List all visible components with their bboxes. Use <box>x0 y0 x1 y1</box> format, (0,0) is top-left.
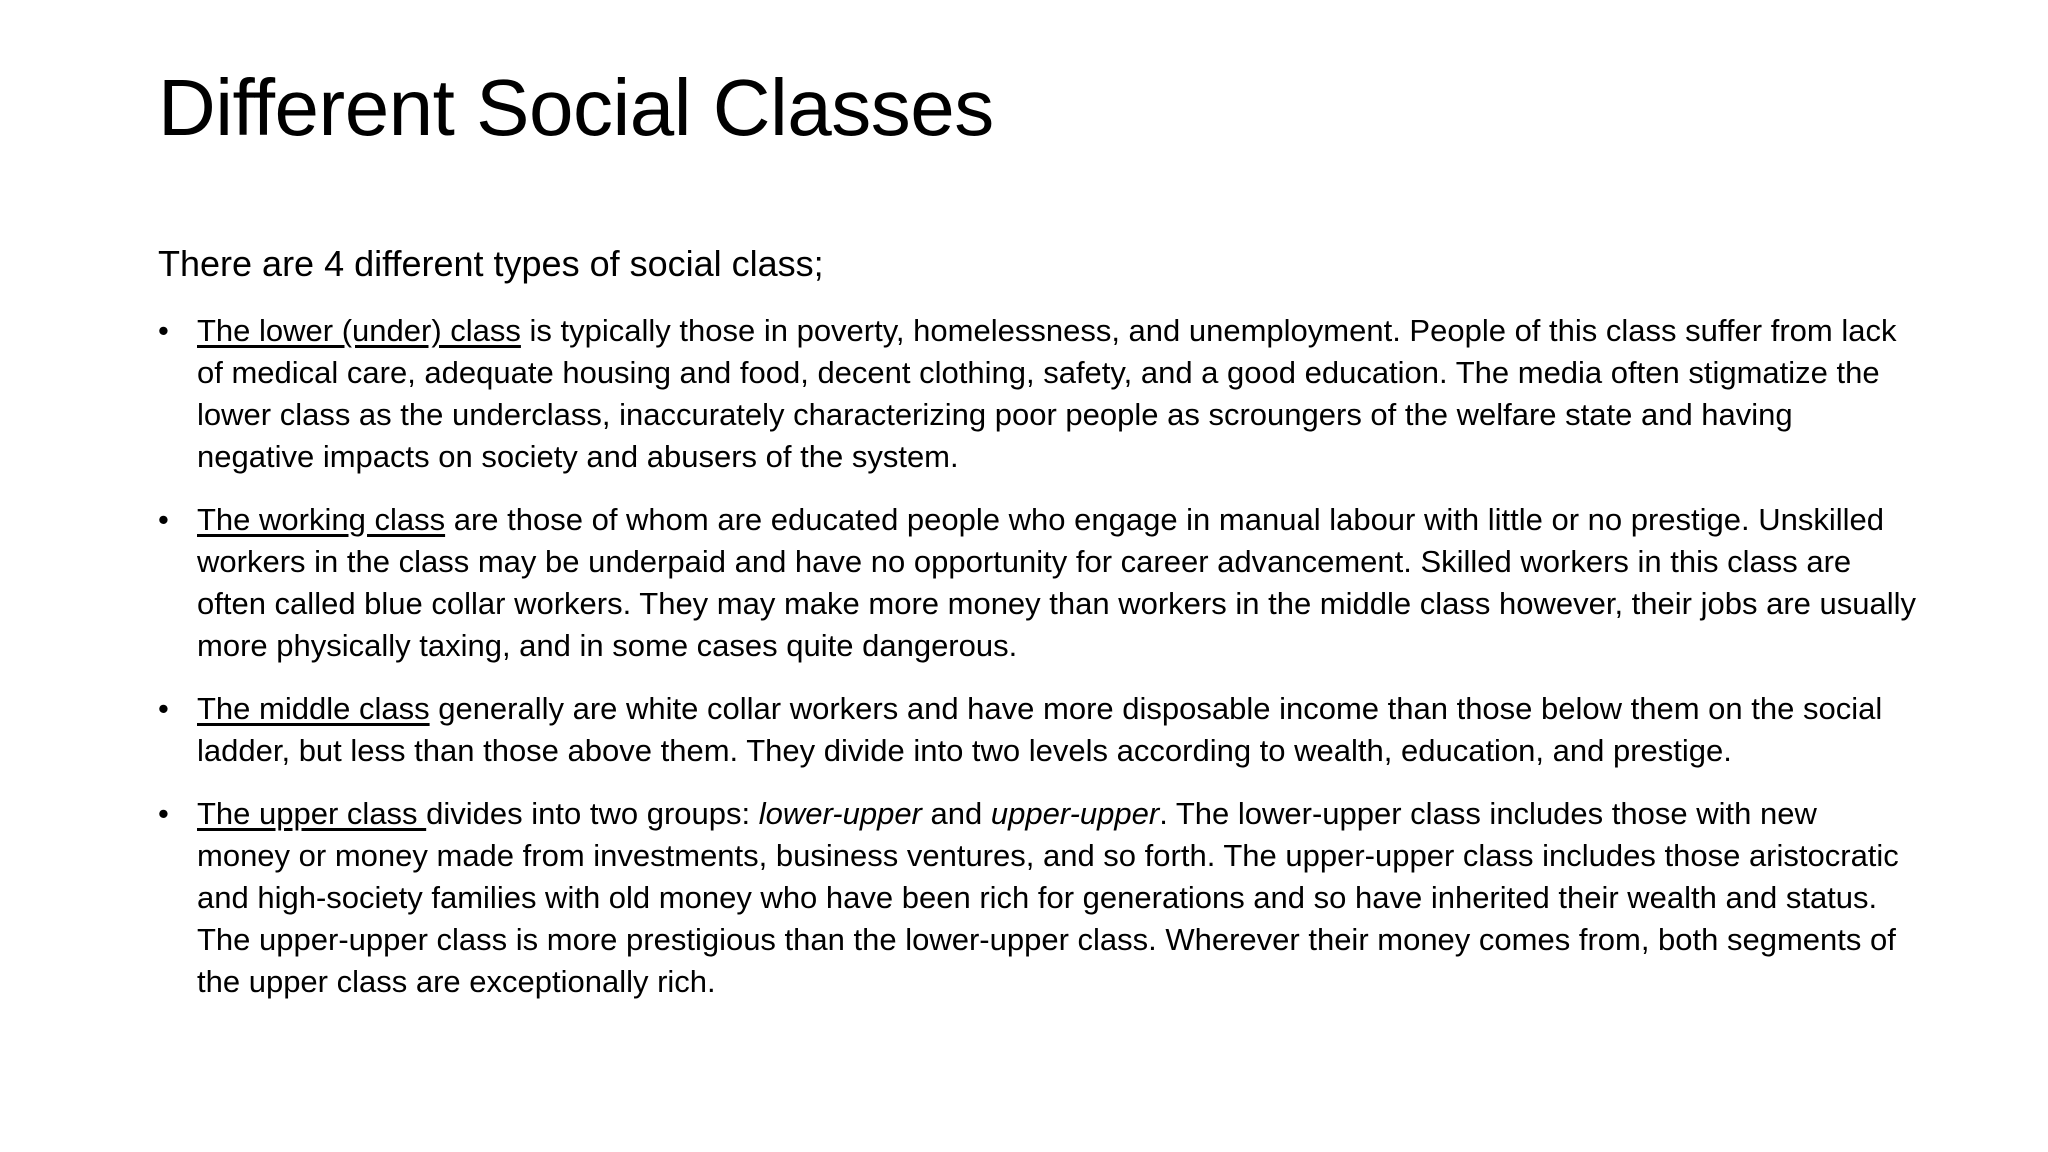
slide-title: Different Social Classes <box>158 63 994 152</box>
bullet-upper-class <box>158 793 1918 1003</box>
bullet-middle-class <box>158 688 1918 772</box>
bullet-lower-class <box>158 310 1918 478</box>
bullet-text: is typically those in poverty, homelessness, and unemployment. People of this class suffer from lack of medical care, adequate housing and food, decent clothing, safety, and a good education. The media often stigmatize the lower class as the underclass, inaccurately characterizing poor people as scroungers of the welfare state and having negative impacts on society and abusers of the system. <box>197 313 1897 474</box>
bullet-italic-term: upper-upper <box>990 796 1160 831</box>
bullet-text: and <box>921 796 991 831</box>
bullet-term: The lower (under) class <box>197 313 521 348</box>
bullet-term: The upper class <box>197 796 427 831</box>
bullet-text: generally are white collar workers and have more disposable income than those below them on the social ladder, but less than those above them. They divide into two levels according to wealth, education, and prestige. <box>197 691 1883 768</box>
bullet-working-class <box>158 499 1918 667</box>
bullet-term: The working class <box>197 502 446 537</box>
bullet-icon: • <box>158 691 169 726</box>
bullet-icon: • <box>158 313 169 348</box>
intro-text: There are 4 different types of social class; <box>158 243 824 284</box>
bullet-list <box>158 310 1918 1024</box>
bullet-icon: • <box>158 502 169 537</box>
bullet-term: The middle class <box>197 691 430 726</box>
bullet-text: divides into two groups: <box>426 796 759 831</box>
bullet-italic-term: lower-upper <box>758 796 922 831</box>
bullet-icon: • <box>158 796 169 831</box>
bullet-text: are those of whom are educated people who engage in manual labour with little or no prestige. Unskilled workers in the class may be underpaid and have no opportunity for career advancement. Skilled workers in this class are often called blue collar workers. They may make more money than workers in the middle class however, their jobs are usually more physically taxing, and in some cases quite dangerous. <box>197 502 1916 663</box>
bullet-text: . The lower-upper class includes those with new money or money made from investments, business ventures, and so forth. The upper-upper class includes those aristocratic and high-society families with old money who have been rich for generations and so have inherited their wealth and status. The upper-upper class is more prestigious than the lower-upper class. Wherever their money comes from, both segments of the upper class are exceptionally rich. <box>197 796 1899 999</box>
